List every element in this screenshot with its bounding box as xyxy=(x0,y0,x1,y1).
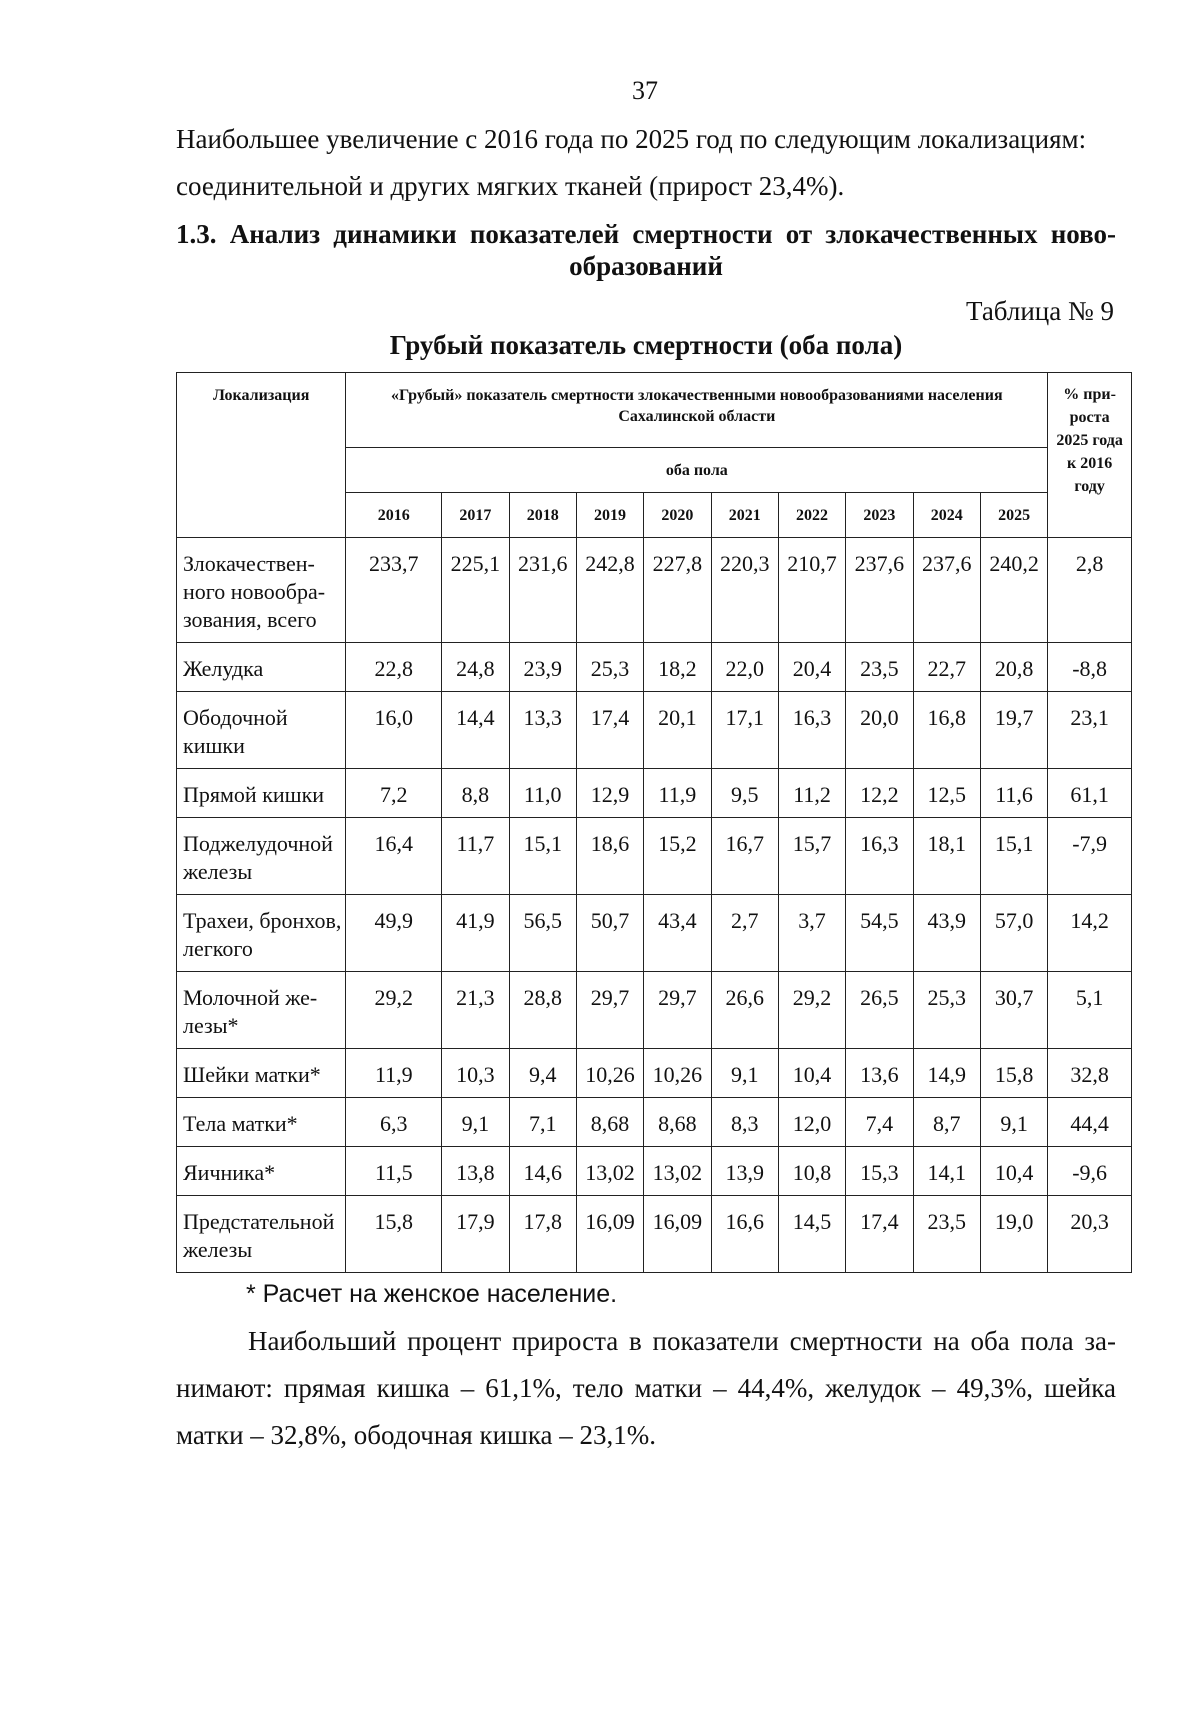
rate-cell: 43,9 xyxy=(913,895,980,972)
rate-cell: 10,4 xyxy=(980,1147,1047,1196)
rate-cell: 9,1 xyxy=(711,1049,778,1098)
rate-cell: 8,8 xyxy=(442,769,509,818)
rate-cell: 30,7 xyxy=(980,972,1047,1049)
table-header-row-1 xyxy=(177,373,1132,448)
table-row xyxy=(177,1196,1132,1273)
percent-growth-cell: 61,1 xyxy=(1048,769,1132,818)
rate-cell: 12,2 xyxy=(846,769,913,818)
table-row xyxy=(177,643,1132,692)
rate-cell: 210,7 xyxy=(778,538,845,643)
rate-cell: 23,5 xyxy=(913,1196,980,1273)
rate-cell: 7,2 xyxy=(346,769,442,818)
rate-cell: 14,5 xyxy=(778,1196,845,1273)
row-localization: Яичника* xyxy=(177,1147,346,1196)
row-localization: Поджелудочной железы xyxy=(177,818,346,895)
rate-cell: 57,0 xyxy=(980,895,1047,972)
table-row xyxy=(177,769,1132,818)
header-year: 2018 xyxy=(509,493,576,538)
rate-cell: 24,8 xyxy=(442,643,509,692)
rate-cell: 7,4 xyxy=(846,1098,913,1147)
rate-cell: 12,9 xyxy=(576,769,643,818)
rate-cell: 10,3 xyxy=(442,1049,509,1098)
percent-growth-cell: -7,9 xyxy=(1048,818,1132,895)
header-percent-growth: % прироста 2025 года к 2016 году xyxy=(1048,373,1132,538)
row-localization: Предстательной железы xyxy=(177,1196,346,1273)
rate-cell: 15,7 xyxy=(778,818,845,895)
table-row xyxy=(177,895,1132,972)
rate-cell: 22,0 xyxy=(711,643,778,692)
rate-cell: 14,6 xyxy=(509,1147,576,1196)
rate-cell: 21,3 xyxy=(442,972,509,1049)
rate-cell: 14,9 xyxy=(913,1049,980,1098)
rate-cell: 10,8 xyxy=(778,1147,845,1196)
mortality-table xyxy=(176,372,1132,1273)
rate-cell: 15,1 xyxy=(980,818,1047,895)
table-number: Таблица № 9 xyxy=(966,296,1114,326)
rate-cell: 16,09 xyxy=(644,1196,711,1273)
rate-cell: 41,9 xyxy=(442,895,509,972)
percent-growth-cell: 44,4 xyxy=(1048,1098,1132,1147)
rate-cell: 12,0 xyxy=(778,1098,845,1147)
percent-growth-cell: 32,8 xyxy=(1048,1049,1132,1098)
rate-cell: 17,8 xyxy=(509,1196,576,1273)
rate-cell: 8,3 xyxy=(711,1098,778,1147)
rate-cell: 20,1 xyxy=(644,692,711,769)
rate-cell: 7,1 xyxy=(509,1098,576,1147)
rate-cell: 29,7 xyxy=(644,972,711,1049)
rate-cell: 17,4 xyxy=(846,1196,913,1273)
rate-cell: 17,1 xyxy=(711,692,778,769)
rate-cell: 10,26 xyxy=(576,1049,643,1098)
row-localization: Трахеи, бронхов, легкого xyxy=(177,895,346,972)
rate-cell: 16,09 xyxy=(576,1196,643,1273)
rate-cell: 11,9 xyxy=(346,1049,442,1098)
rate-cell: 9,4 xyxy=(509,1049,576,1098)
rate-cell: 16,3 xyxy=(778,692,845,769)
rate-cell: 17,9 xyxy=(442,1196,509,1273)
rate-cell: 15,1 xyxy=(509,818,576,895)
row-localization: Желудка xyxy=(177,643,346,692)
rate-cell: 26,6 xyxy=(711,972,778,1049)
rate-cell: 18,6 xyxy=(576,818,643,895)
header-year: 2019 xyxy=(576,493,643,538)
page-number: 37 xyxy=(632,76,658,105)
rate-cell: 56,5 xyxy=(509,895,576,972)
rate-cell: 16,8 xyxy=(913,692,980,769)
rate-cell: 242,8 xyxy=(576,538,643,643)
rate-cell: 19,7 xyxy=(980,692,1047,769)
header-localization: Локализация xyxy=(177,373,346,538)
rate-cell: 16,3 xyxy=(846,818,913,895)
rate-cell: 19,0 xyxy=(980,1196,1047,1273)
percent-growth-cell: 20,3 xyxy=(1048,1196,1132,1273)
row-localization: Прямой кишки xyxy=(177,769,346,818)
rate-cell: 6,3 xyxy=(346,1098,442,1147)
rate-cell: 9,1 xyxy=(442,1098,509,1147)
rate-cell: 22,8 xyxy=(346,643,442,692)
header-year: 2023 xyxy=(846,493,913,538)
row-localization: Ободочной кишки xyxy=(177,692,346,769)
rate-cell: 225,1 xyxy=(442,538,509,643)
intro-paragraph: Наибольшее увеличение с 2016 года по 2025 год по следующим локализациям: соединительной и других мягких тканей (прирост 23,4%). xyxy=(176,124,1087,201)
rate-cell: 11,5 xyxy=(346,1147,442,1196)
rate-cell: 9,5 xyxy=(711,769,778,818)
rate-cell: 11,6 xyxy=(980,769,1047,818)
rate-cell: 15,3 xyxy=(846,1147,913,1196)
table-row xyxy=(177,1098,1132,1147)
rate-cell: 18,1 xyxy=(913,818,980,895)
footnote: * Расчет на женское население. xyxy=(246,1280,618,1308)
rate-cell: 14,4 xyxy=(442,692,509,769)
rate-cell: 29,2 xyxy=(778,972,845,1049)
rate-cell: 16,7 xyxy=(711,818,778,895)
rate-cell: 16,4 xyxy=(346,818,442,895)
header-year: 2025 xyxy=(980,493,1047,538)
rate-cell: 15,2 xyxy=(644,818,711,895)
percent-growth-cell: -8,8 xyxy=(1048,643,1132,692)
rate-cell: 25,3 xyxy=(576,643,643,692)
rate-cell: 240,2 xyxy=(980,538,1047,643)
rate-cell: 16,0 xyxy=(346,692,442,769)
conclusion-paragraph: Наибольший процент прироста в показатели смертности на оба пола занимают: прямая кишка – 61,1%, тело матки – 44,4%, желудок – 49,3%, шейка матки – 32,8%, ободочная кишка – 23,1%. xyxy=(176,1326,1116,1450)
percent-growth-cell: 2,8 xyxy=(1048,538,1132,643)
header-year: 2017 xyxy=(442,493,509,538)
rate-cell: 20,4 xyxy=(778,643,845,692)
rate-cell: 8,7 xyxy=(913,1098,980,1147)
rate-cell: 227,8 xyxy=(644,538,711,643)
rate-cell: 23,9 xyxy=(509,643,576,692)
header-year: 2024 xyxy=(913,493,980,538)
rate-cell: 12,5 xyxy=(913,769,980,818)
rate-cell: 18,2 xyxy=(644,643,711,692)
table-row xyxy=(177,692,1132,769)
table-body xyxy=(177,538,1132,1273)
rate-cell: 43,4 xyxy=(644,895,711,972)
rate-cell: 28,8 xyxy=(509,972,576,1049)
row-localization: Молочной железы* xyxy=(177,972,346,1049)
rate-cell: 20,8 xyxy=(980,643,1047,692)
rate-cell: 11,9 xyxy=(644,769,711,818)
header-year: 2016 xyxy=(346,493,442,538)
table-row xyxy=(177,972,1132,1049)
rate-cell: 29,2 xyxy=(346,972,442,1049)
percent-growth-cell: 23,1 xyxy=(1048,692,1132,769)
rate-cell: 13,8 xyxy=(442,1147,509,1196)
rate-cell: 233,7 xyxy=(346,538,442,643)
rate-cell: 8,68 xyxy=(576,1098,643,1147)
rate-cell: 13,9 xyxy=(711,1147,778,1196)
rate-cell: 25,3 xyxy=(913,972,980,1049)
table-row xyxy=(177,818,1132,895)
header-year: 2020 xyxy=(644,493,711,538)
table-row xyxy=(177,1049,1132,1098)
rate-cell: 15,8 xyxy=(346,1196,442,1273)
row-localization: Тела матки* xyxy=(177,1098,346,1147)
rate-cell: 49,9 xyxy=(346,895,442,972)
rate-cell: 23,5 xyxy=(846,643,913,692)
rate-cell: 11,0 xyxy=(509,769,576,818)
row-localization: Злокачественного новообразования, всего xyxy=(177,538,346,643)
rate-cell: 2,7 xyxy=(711,895,778,972)
percent-growth-cell: 14,2 xyxy=(1048,895,1132,972)
rate-cell: 54,5 xyxy=(846,895,913,972)
rate-cell: 17,4 xyxy=(576,692,643,769)
rate-cell: 29,7 xyxy=(576,972,643,1049)
rate-cell: 220,3 xyxy=(711,538,778,643)
header-year: 2021 xyxy=(711,493,778,538)
table-title: Грубый показатель смертности (оба пола) xyxy=(389,330,903,360)
rate-cell: 11,7 xyxy=(442,818,509,895)
rate-cell: 9,1 xyxy=(980,1098,1047,1147)
rate-cell: 237,6 xyxy=(846,538,913,643)
header-main: «Грубый» показатель смертности злокачественными новообразованиями населения Сахалинской области xyxy=(346,373,1048,448)
rate-cell: 22,7 xyxy=(913,643,980,692)
rate-cell: 26,5 xyxy=(846,972,913,1049)
rate-cell: 15,8 xyxy=(980,1049,1047,1098)
rate-cell: 231,6 xyxy=(509,538,576,643)
rate-cell: 50,7 xyxy=(576,895,643,972)
rate-cell: 10,26 xyxy=(644,1049,711,1098)
percent-growth-cell: 5,1 xyxy=(1048,972,1132,1049)
table-row xyxy=(177,1147,1132,1196)
header-year: 2022 xyxy=(778,493,845,538)
rate-cell: 13,02 xyxy=(644,1147,711,1196)
rate-cell: 3,7 xyxy=(778,895,845,972)
rate-cell: 237,6 xyxy=(913,538,980,643)
rate-cell: 11,2 xyxy=(778,769,845,818)
section-heading: 1.3. Анализ динамики показателей смертности от злокачественных новообразований xyxy=(176,219,1116,281)
rate-cell: 8,68 xyxy=(644,1098,711,1147)
rate-cell: 13,6 xyxy=(846,1049,913,1098)
rate-cell: 13,02 xyxy=(576,1147,643,1196)
row-localization: Шейки матки* xyxy=(177,1049,346,1098)
table-row xyxy=(177,538,1132,643)
rate-cell: 14,1 xyxy=(913,1147,980,1196)
rate-cell: 13,3 xyxy=(509,692,576,769)
rate-cell: 20,0 xyxy=(846,692,913,769)
percent-growth-cell: -9,6 xyxy=(1048,1147,1132,1196)
rate-cell: 10,4 xyxy=(778,1049,845,1098)
header-both-sexes: оба пола xyxy=(346,448,1048,493)
rate-cell: 16,6 xyxy=(711,1196,778,1273)
